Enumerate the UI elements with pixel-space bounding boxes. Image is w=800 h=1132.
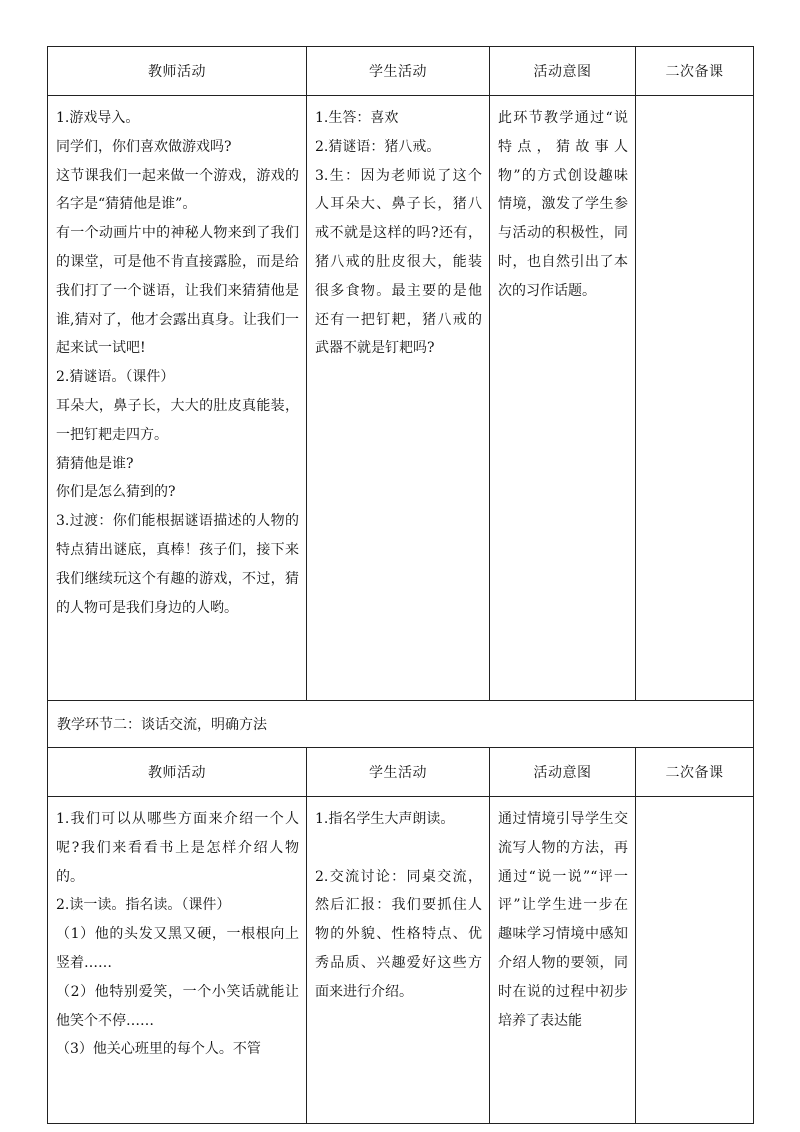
teacher-line: 1.我们可以从哪些方面来介绍一个人呢?我们来看看书上是怎样介绍人物的。	[56, 811, 299, 885]
teacher-line: （2）他特别爱笑，一个小笑话就能让他笑个不停……	[56, 983, 299, 1029]
header-activity-intent: 活动意图	[490, 47, 636, 96]
teacher-activity-cell	[48, 96, 307, 701]
teacher-activity-cell	[48, 797, 307, 1124]
header-second-prep: 二次备课	[636, 748, 754, 797]
second-prep-cell	[636, 96, 754, 701]
paragraph-gap	[315, 834, 482, 863]
table-row	[48, 96, 754, 701]
lesson-plan-table	[47, 46, 754, 1124]
section-row	[48, 701, 754, 748]
student-line: 2.猜谜语：猪八戒。	[315, 138, 441, 155]
header-student-activity: 学生活动	[307, 748, 490, 797]
student-line: 1.指名学生大声朗读。	[315, 811, 455, 827]
student-line: 2.交流讨论：同桌交流，然后汇报：我们要抓住人物的外貌、性格特点、优秀品质、兴趣爱好这些方面来进行介绍。	[315, 868, 482, 1000]
header-second-prep: 二次备课	[636, 47, 754, 96]
activity-intent-cell	[490, 797, 636, 1124]
teacher-line: 有一个动画片中的神秘人物来到了我们的课堂，可是他不肯直接露脸，而是给我们打了一个谜语，让我们来猜猜他是谁,猜对了，他才会露出真身。让我们一起来试一试吧!	[56, 225, 299, 357]
teacher-line: （3）他关心班里的每个人。不管	[56, 1041, 261, 1058]
teacher-line: 3.过渡：你们能根据谜语描述的人物的特点猜出谜底，真棒！孩子们，接下来我们继续玩这个有趣的游戏，不过，猜的人物可是我们身边的人哟。	[56, 513, 299, 616]
intent-text: 此环节教学通过“说特点，猜故事人物”的方式创设趣味情境，激发了学生参与活动的积极性，同时，也自然引出了本次的习作话题。	[498, 110, 628, 299]
teacher-line: 1.游戏导入。	[56, 110, 140, 126]
teacher-line: 你们是怎么猜到的?	[56, 484, 176, 501]
teacher-line: 耳朵大，鼻子长，大大的肚皮真能装，一把钉耙走四方。	[56, 397, 299, 443]
teacher-line: 猜猜他是谁?	[56, 455, 134, 472]
table-row	[48, 797, 754, 1124]
header-student-activity: 学生活动	[307, 47, 490, 96]
header-activity-intent: 活动意图	[490, 748, 636, 797]
header-teacher-activity: 教师活动	[48, 748, 307, 797]
teacher-line: 2.读一读。指名读。（课件）	[56, 897, 231, 914]
header-teacher-activity: 教师活动	[48, 47, 307, 96]
teacher-line: （1）他的头发又黑又硬，一根根向上竖着……	[56, 926, 299, 971]
teacher-line: 2.猜谜语。（课件）	[56, 369, 175, 386]
activity-intent-cell	[490, 96, 636, 701]
table-header-row	[48, 47, 754, 96]
student-activity-cell	[307, 96, 490, 701]
second-prep-cell	[636, 797, 754, 1124]
student-activity-cell	[307, 797, 490, 1124]
intent-text: 通过情境引导学生交流写人物的方法，再通过“说一说”“评一评”让学生进一步在趣味学习情境中感知介绍人物的要领，同时在说的过程中初步培养了表达能	[498, 811, 628, 1029]
teacher-line: 同学们，你们喜欢做游戏吗?	[56, 138, 232, 155]
section-title: 教学环节二：谈话交流，明确方法	[48, 701, 754, 748]
student-line: 3.生：因为老师说了这个人耳朵大、鼻子长，猪八戒不就是这样的吗?还有，猪八戒的肚皮很大，能装很多食物。最主要的是他还有一把钉耙，猪八戒的武器不就是钉耙吗?	[315, 167, 482, 357]
teacher-line: 这节课我们一起来做一个游戏，游戏的名字是“猜猜他是谁”。	[56, 167, 299, 213]
table-header-row	[48, 748, 754, 797]
student-line: 1.生答：喜欢	[315, 110, 399, 126]
